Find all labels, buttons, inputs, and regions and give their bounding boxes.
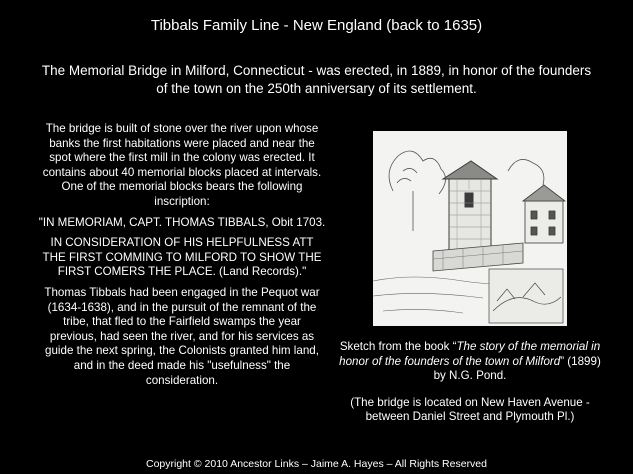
bridge-wall-drawing [433, 243, 523, 271]
memorial-bridge-sketch [373, 131, 567, 326]
book-title: The story of the memorial in honor of the founders of the town of Milford [339, 340, 601, 368]
description-paragraph: The bridge is built of stone over the river upon whose banks the first habitations were placed and near the spot where the first mill in the colony was erected. It contains about 40 memorial blocks placed at intervals. One of the memorial blocks bears the following inscription: [42, 122, 322, 208]
sketch-caption [336, 340, 604, 437]
house-drawing [523, 185, 565, 243]
caption-prefix: Sketch from the book “ [339, 340, 457, 353]
bridge-location: (The bridge is located on New Haven Avenue - between Daniel Street and Plymouth Pl.) [350, 395, 590, 424]
caption-suffix: ” (1899) by N.G. Pond. [433, 354, 601, 383]
inscription-line-2: IN CONSIDERATION OF HIS HELPFULNESS ATT THE FIRST COMMING TO MILFORD TO SHOW THE FIRST COMERS THE PLACE. (Land Records)." [42, 236, 322, 279]
copyright-footer: Copyright © 2010 Ancestor Links – Jaime A. Hayes – All Rights Reserved [146, 458, 487, 470]
inset-sketch-drawing [489, 269, 563, 323]
page-subtitle: The Memorial Bridge in Milford, Connecticut - was erected, in 1889, in honor of the founders of the town on the 250th anniversary of its settlement. [41, 63, 592, 96]
history-paragraph: Thomas Tibbals had been engaged in the Pequot war (1634-1638), and in the pursuit of the remnant of the tribe, that fled to the Fairfield swamps the year previous, had seen the river, and for his services as guide the next spring, the Colonists granted him land, and in the deed made his "usefulness" the consideration. [44, 285, 320, 387]
sketch-source [336, 340, 604, 384]
sketch-illustration [373, 131, 567, 326]
page-title: Tibbals Family Line - New England (back to 1635) [150, 17, 483, 34]
inscription-line-1: "IN MEMORIAM, CAPT. THOMAS TIBBALS, Obit 1703. [38, 215, 326, 229]
description-column [38, 122, 326, 394]
tower-drawing [443, 161, 497, 251]
